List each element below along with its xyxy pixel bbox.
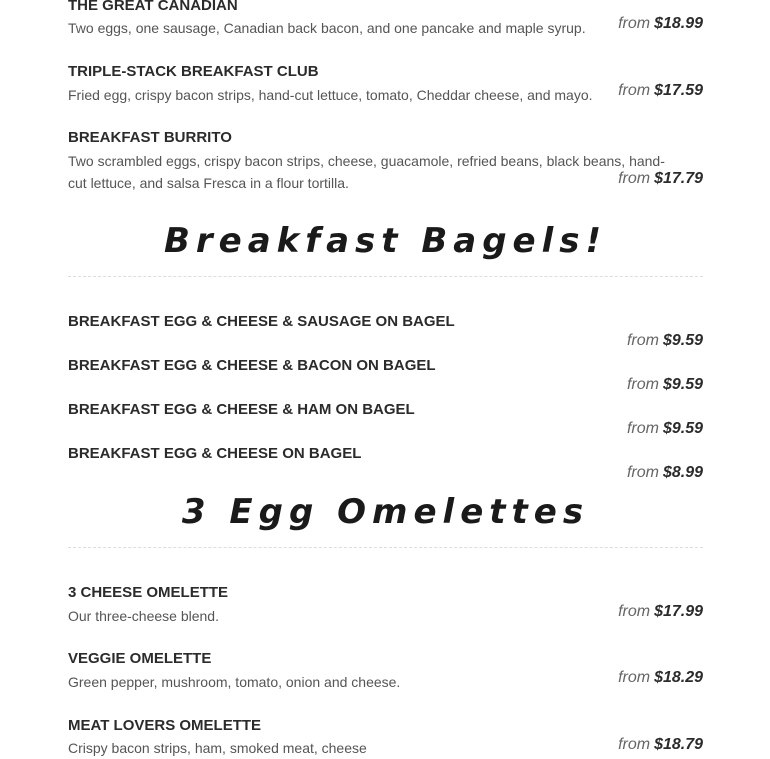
section-title: Breakfast Bagels!	[163, 221, 607, 261]
item-price	[618, 735, 703, 755]
price-prefix: from	[618, 170, 651, 187]
price-prefix: from	[618, 82, 651, 99]
item-description: Crispy bacon strips, ham, smoked meat, cheese	[68, 740, 367, 756]
price-prefix: from	[618, 15, 651, 32]
price-amount: $17.79	[654, 170, 703, 187]
item-description: Two scrambled eggs, crispy bacon strips, cheese, guacamole, refried beans, black beans, hand-cut lettuce, and salsa Fresca in a flour tortilla.	[68, 153, 665, 191]
price-prefix: from	[626, 464, 659, 481]
item-price	[618, 169, 703, 189]
item-price	[627, 463, 703, 483]
item-name: TRIPLE-STACK BREAKFAST CLUB	[68, 63, 319, 80]
item-price	[618, 81, 703, 101]
price-amount: $9.59	[662, 420, 703, 437]
price-amount: $8.99	[662, 464, 703, 481]
item-name: MEAT LOVERS OMELETTE	[68, 717, 262, 734]
price-prefix: from	[618, 736, 651, 753]
item-name: 3 CHEESE OMELETTE	[68, 584, 229, 601]
price-prefix: from	[626, 332, 659, 349]
price-amount: $9.59	[662, 376, 703, 393]
item-price	[618, 14, 703, 34]
price-prefix: from	[626, 420, 659, 437]
item-price	[618, 668, 703, 688]
item-name: BREAKFAST EGG & CHEESE & BACON ON BAGEL	[68, 357, 436, 374]
price-prefix: from	[618, 669, 651, 686]
price-amount: $18.79	[654, 736, 703, 753]
item-name: BREAKFAST EGG & CHEESE & HAM ON BAGEL	[68, 401, 415, 418]
item-price	[627, 375, 703, 395]
section-divider	[68, 547, 703, 548]
price-amount: $18.99	[654, 15, 703, 32]
price-prefix: from	[626, 376, 659, 393]
item-description: Our three-cheese blend.	[68, 608, 219, 624]
price-amount: $17.99	[654, 603, 703, 620]
item-name: VEGGIE OMELETTE	[68, 650, 212, 667]
item-description: Fried egg, crispy bacon strips, hand-cut lettuce, tomato, Cheddar cheese, and mayo.	[68, 87, 593, 103]
item-price	[627, 419, 703, 439]
item-name: THE GREAT CANADIAN	[68, 0, 238, 14]
item-price	[627, 331, 703, 351]
section-title: 3 Egg Omelettes	[181, 492, 590, 532]
price-prefix: from	[618, 603, 651, 620]
price-amount: $18.29	[654, 669, 703, 686]
item-price	[618, 602, 703, 622]
item-name: BREAKFAST EGG & CHEESE & SAUSAGE ON BAGEL	[68, 313, 455, 330]
item-name: BREAKFAST EGG & CHEESE ON BAGEL	[68, 445, 362, 462]
price-amount: $17.59	[654, 82, 703, 99]
item-name: BREAKFAST BURRITO	[68, 129, 232, 146]
item-description: Two eggs, one sausage, Canadian back bacon, and one pancake and maple syrup.	[68, 20, 586, 36]
section-divider	[68, 276, 703, 277]
price-amount: $9.59	[662, 332, 703, 349]
item-description: Green pepper, mushroom, tomato, onion and cheese.	[68, 674, 401, 690]
